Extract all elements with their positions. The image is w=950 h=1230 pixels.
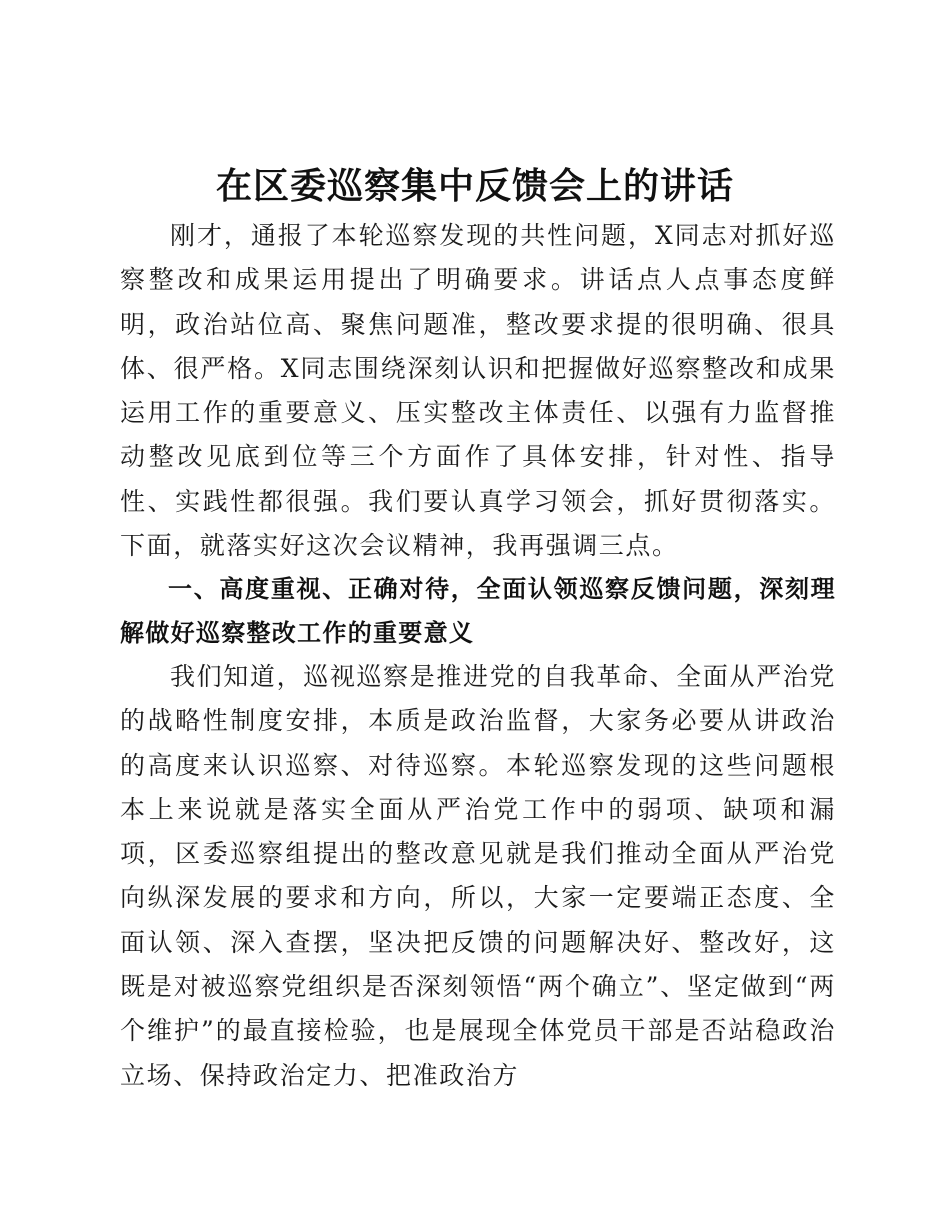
document-title: 在区委巡察集中反馈会上的讲话 [215, 165, 734, 207]
paragraph-section-1: 我们知道，巡视巡察是推进党的自我革命、全面从严治党的战略性制度安排，本质是政治监督，大家务必要从讲政治的高度来认识巡察、对待巡察。本轮巡察发现的这些问题根本上来说就是落实全面从严治党工作中的弱项、缺项和漏项，区委巡察组提出的整改意见就是我们推动全面从严治党向纵深发展的要求和方向，所以，大家一定要端正态度、全面认领、深入查摆，坚决把反馈的问题解决好、整改好，这既是对被巡察党组织是否深刻领悟“两个确立”、坚定做到“两个维护”的最直接检验，也是展现全体党员干部是否站稳政治立场、保持政治定力、把准政治方 [120, 662, 836, 1090]
section-heading-1: 一、高度重视、正确对待，全面认领巡察反馈问题，深刻理解做好巡察整改工作的重要意义 [120, 575, 836, 648]
paragraph-intro: 刚才，通报了本轮巡察发现的共性问题，X同志对抓好巡察整改和成果运用提出了明确要求。讲话点人点事态度鲜明，政治站位高、聚焦问题准，整改要求提的很明确、很具体、很严格。X同志围绕深刻认识和把握做好巡察整改和成果运用工作的重要意义、压实整改主体责任、以强有力监督推动整改见底到位等三个方面作了具体安排，针对性、指导性、实践性都很强。我们要认真学习领会，抓好贯彻落实。下面，就落实好这次会议精神，我再强调三点。 [120, 221, 836, 561]
